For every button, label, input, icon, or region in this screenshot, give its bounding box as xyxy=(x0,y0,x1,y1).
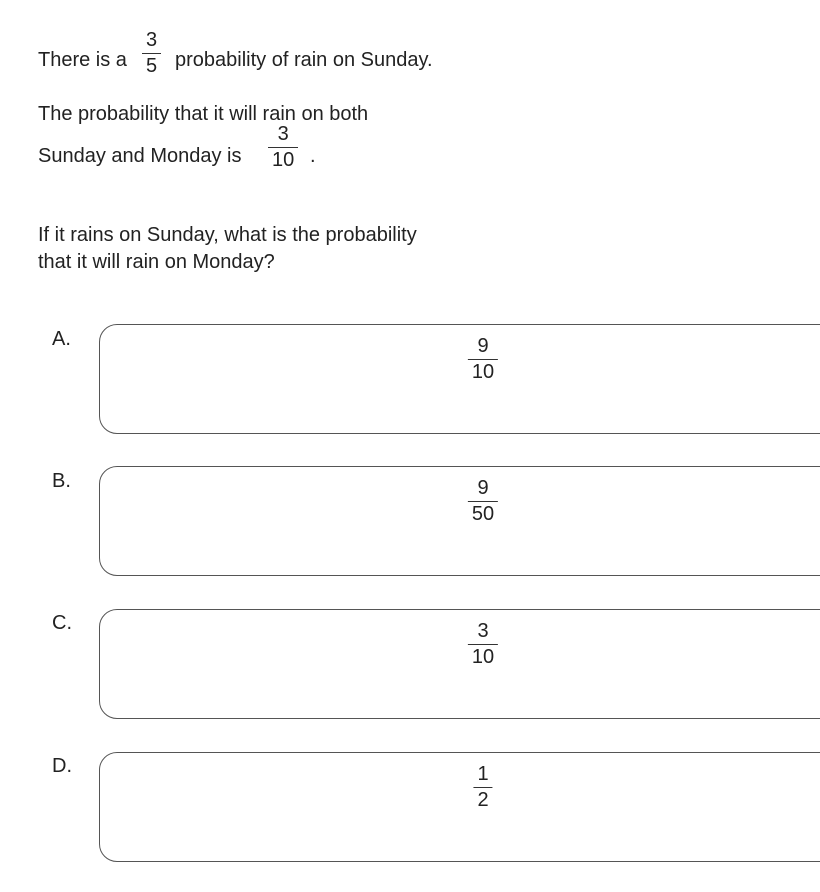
fraction-bar xyxy=(468,359,498,360)
fraction-denominator: 2 xyxy=(477,789,489,811)
fraction-denominator: 5 xyxy=(146,55,158,77)
choice-b-fraction xyxy=(468,478,498,525)
fraction-numerator: 9 xyxy=(477,477,489,499)
fraction-numerator: 3 xyxy=(277,123,289,145)
choice-a-fraction xyxy=(468,336,498,383)
choice-c-fraction xyxy=(468,621,498,668)
sunday-probability-fraction xyxy=(142,30,161,77)
fraction-bar xyxy=(468,644,498,645)
fraction-bar xyxy=(468,501,498,502)
fraction-denominator: 10 xyxy=(272,149,295,171)
choice-b-button[interactable] xyxy=(99,466,820,576)
choice-letter-b: B. xyxy=(52,470,71,492)
choice-d-fraction xyxy=(473,764,492,811)
fraction-numerator: 3 xyxy=(146,29,158,51)
question-line-3-period: . xyxy=(310,145,316,167)
question-line-4: If it rains on Sunday, what is the probability xyxy=(38,224,417,246)
question-line-2: The probability that it will rain on both xyxy=(38,103,369,125)
fraction-bar xyxy=(473,787,492,788)
both-days-probability-fraction xyxy=(268,124,298,171)
fraction-numerator: 3 xyxy=(477,620,489,642)
question-line-5: that it will rain on Monday? xyxy=(38,251,275,273)
fraction-denominator: 50 xyxy=(471,503,495,525)
fraction-numerator: 9 xyxy=(477,335,489,357)
choice-d-button[interactable] xyxy=(99,752,820,862)
choice-letter-c: C. xyxy=(52,612,72,634)
choice-a-button[interactable] xyxy=(99,324,820,434)
question-line-1-suffix: probability of rain on Sunday. xyxy=(175,49,433,71)
fraction-bar xyxy=(268,147,298,148)
choice-c-button[interactable] xyxy=(99,609,820,719)
choice-letter-a: A. xyxy=(52,328,71,350)
fraction-numerator: 1 xyxy=(477,763,489,785)
choice-letter-d: D. xyxy=(52,755,72,777)
question-line-1-prefix: There is a xyxy=(38,49,127,71)
fraction-denominator: 10 xyxy=(471,361,495,383)
fraction-bar xyxy=(142,53,161,54)
question-line-3-prefix: Sunday and Monday is xyxy=(38,145,242,167)
fraction-denominator: 10 xyxy=(471,646,495,668)
